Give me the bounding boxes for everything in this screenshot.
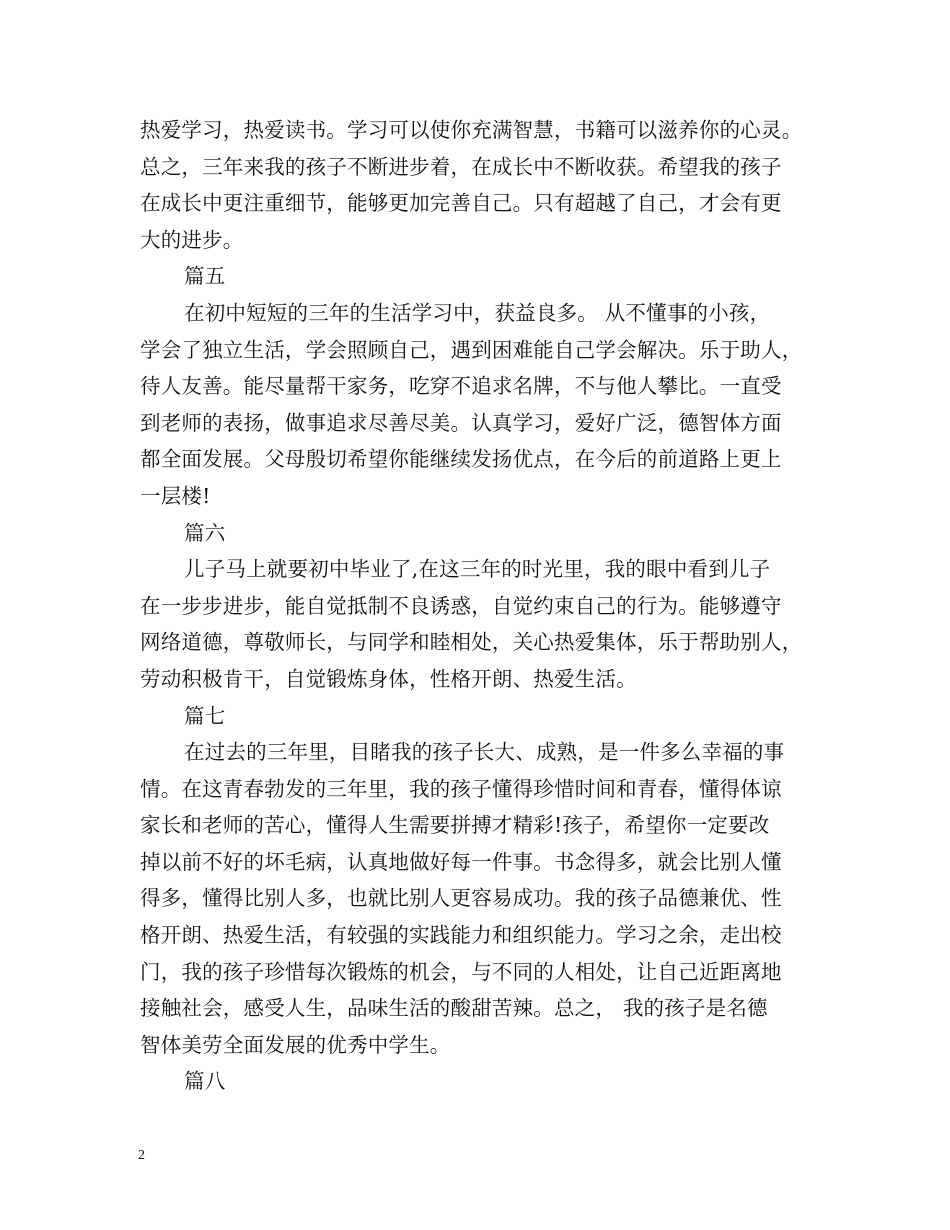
section-heading: 篇八 bbox=[184, 1069, 226, 1094]
text-line: 热爱学习，热爱读书。学习可以使你充满智慧，书籍可以滋养你的心灵。 bbox=[140, 118, 803, 142]
text-line: 到老师的表扬，做事追求尽善尽美。认真学习，爱好广泛，德智体方面 bbox=[140, 410, 782, 435]
text-line: 得多，懂得比别人多，也就比别人更容易成功。我的孩子品德兼优、性 bbox=[140, 886, 782, 911]
page-number: 2 bbox=[138, 1148, 145, 1163]
text-line: 掉以前不好的坏毛病，认真地做好每一件事。书念得多，就会比别人懂 bbox=[140, 849, 782, 874]
text-line: 一层楼! bbox=[140, 483, 211, 508]
text-line: 在过去的三年里，目睹我的孩子长大、成熟，是一件多么幸福的事 bbox=[184, 740, 785, 765]
body-text bbox=[140, 112, 840, 1100]
text-line: 网络道德，尊敬师长，与同学和睦相处，关心热爱集体，乐于帮助别人， bbox=[140, 630, 803, 655]
text-line: 在一步步进步，能自觉抵制不良诱惑，自觉约束自己的行为。能够遵守 bbox=[140, 593, 782, 618]
section-heading: 篇七 bbox=[184, 703, 226, 728]
text-line: 都全面发展。父母殷切希望你能继续发扬优点，在今后的前道路上更上 bbox=[140, 447, 782, 472]
text-line: 智体美劳全面发展的优秀中学生。 bbox=[140, 1032, 451, 1057]
text-line: 情。在这青春勃发的三年里，我的孩子懂得珍惜时间和青春，懂得体谅 bbox=[140, 776, 782, 801]
text-line: 格开朗、热爱生活，有较强的实践能力和组织能力。学习之余，走出校 bbox=[140, 923, 782, 948]
text-line: 在成长中更注重细节，能够更加完善自己。只有超越了自己，才会有更 bbox=[140, 191, 782, 216]
text-line: 接触社会，感受人生，品味生活的酸甜苦辣。总之， 我的孩子是名德 bbox=[140, 996, 768, 1021]
text-line: 儿子马上就要初中毕业了,在这三年的时光里，我的眼中看到儿子 bbox=[184, 557, 771, 582]
text-line: 在初中短短的三年的生活学习中，获益良多。 从不懂事的小孩， bbox=[184, 300, 771, 325]
text-line: 待人友善。能尽量帮干家务，吃穿不追求名牌，不与他人攀比。一直受 bbox=[140, 374, 782, 399]
text-line: 劳动积极肯干，自觉锻炼身体，性格开朗、热爱生活。 bbox=[140, 666, 637, 691]
text-line: 家长和老师的苦心，懂得人生需要拼搏才精彩!孩子，希望你一定要改 bbox=[140, 813, 770, 838]
text-line: 学会了独立生活，学会照顾自己，遇到困难能自己学会解决。乐于助人， bbox=[140, 337, 803, 362]
text-line: 门，我的孩子珍惜每次锻炼的机会，与不同的人相处，让自己近距离地 bbox=[140, 959, 782, 984]
section-heading: 篇五 bbox=[184, 264, 226, 289]
section-heading: 篇六 bbox=[184, 520, 226, 545]
text-line: 总之，三年来我的孩子不断进步着，在成长中不断收获。希望我的孩子 bbox=[140, 154, 782, 179]
text-line: 大的进步。 bbox=[140, 227, 244, 252]
